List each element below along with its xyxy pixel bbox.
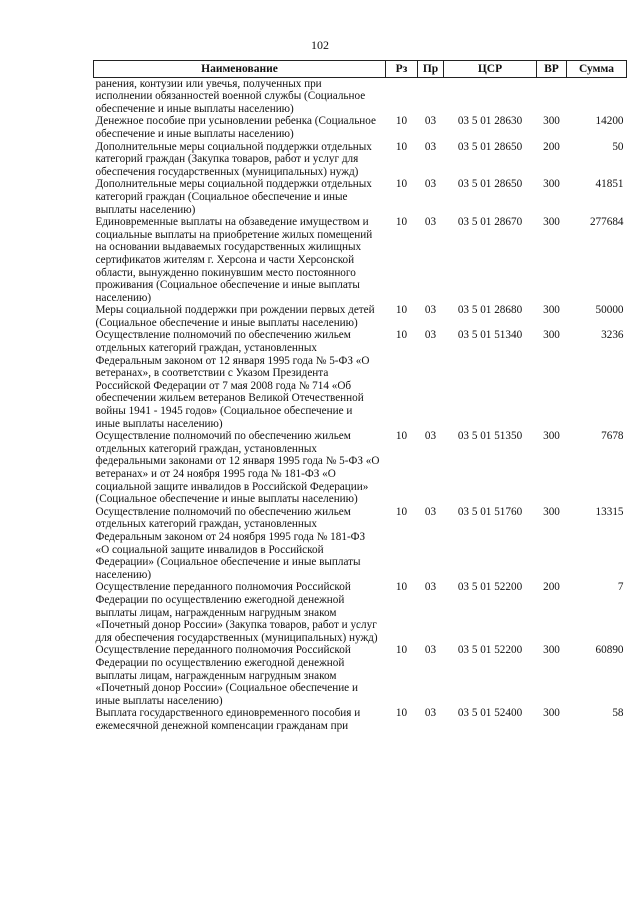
cell-pr: 03	[424, 505, 437, 518]
page-number: 102	[311, 38, 329, 52]
table-row	[94, 304, 627, 329]
table-row	[94, 644, 627, 707]
cell-vr: 300	[543, 430, 560, 443]
cell-pr: 03	[424, 430, 437, 443]
cell-rz: 10	[395, 581, 408, 594]
cell-rz: 10	[395, 505, 408, 518]
table-row	[94, 430, 627, 506]
table-row	[94, 506, 627, 582]
cell-rz: 10	[395, 140, 408, 153]
cell-sum: 13315	[595, 505, 624, 518]
cell-name: Осуществление полномочий по обеспечению жильем отдельных категорий граждан, установленных Федеральным законом от 12 января 1995 года № 5-ФЗ «О ветеранах», в соответствии с Указом Президента Российской Федерации от 7 мая 2008 года № 714 «Об обеспечении жильем ветеранов Великой Отечественной войны 1941 - 1945 годов» (Социальное обеспечение и иные выплаты населению)	[95, 329, 370, 430]
cell-sum: 7	[617, 581, 624, 594]
cell-vr: 300	[543, 178, 560, 191]
cell-pr: 03	[424, 140, 437, 153]
cell-vr: 300	[543, 115, 560, 128]
cell-pr: 03	[424, 216, 437, 229]
cell-rz: 10	[395, 304, 408, 317]
cell-name: Дополнительные меры социальной поддержки отдельных категорий граждан (Закупка товаров, работ и услуг для обеспечения государственных (муниципальных) нужд)	[95, 140, 372, 178]
cell-csr: 03 5 01 52400	[457, 707, 523, 720]
cell-vr: 300	[543, 304, 560, 317]
cell-sum: 277684	[589, 216, 624, 229]
cell-csr: 03 5 01 51340	[457, 329, 523, 342]
cell-sum: 14200	[595, 115, 624, 128]
cell-sum: 3236	[601, 329, 624, 342]
cell-pr	[418, 77, 444, 115]
table-header-row	[94, 61, 627, 78]
cell-csr: 03 5 01 51760	[457, 505, 523, 518]
cell-vr: 300	[543, 505, 560, 518]
cell-name: Денежное пособие при усыновлении ребенка (Социальное обеспечение и иные выплаты населению)	[95, 115, 376, 140]
header-name: Наименование	[94, 61, 386, 78]
cell-pr: 03	[424, 707, 437, 720]
cell-name: ранения, контузии или увечья, полученных при исполнении обязанностей военной службы (Социальное обеспечение и иные выплаты населению)	[95, 77, 366, 115]
table-row	[94, 329, 627, 430]
cell-name: Меры социальной поддержки при рождении первых детей (Социальное обеспечение и иные выплаты населению)	[95, 304, 375, 329]
cell-sum: 60890	[595, 644, 624, 657]
cell-vr: 300	[543, 216, 560, 229]
header-csr: ЦСР	[444, 61, 537, 78]
header-vr: ВР	[537, 61, 567, 78]
table-row	[94, 178, 627, 216]
cell-vr: 300	[543, 329, 560, 342]
cell-vr: 200	[543, 140, 560, 153]
cell-csr: 03 5 01 28670	[457, 216, 523, 229]
cell-rz: 10	[395, 329, 408, 342]
cell-pr: 03	[424, 581, 437, 594]
table-body	[94, 77, 627, 732]
cell-sum: 7678	[601, 430, 624, 443]
table-row	[94, 77, 627, 115]
table-row	[94, 216, 627, 304]
cell-name: Дополнительные меры социальной поддержки отдельных категорий граждан (Социальное обеспечение и иные выплаты населению)	[95, 178, 372, 216]
cell-sum: 58	[612, 707, 624, 720]
cell-pr: 03	[424, 178, 437, 191]
cell-vr	[537, 77, 567, 115]
header-pr: Пр	[418, 61, 444, 78]
cell-csr: 03 5 01 28650	[457, 178, 523, 191]
header-rz: Рз	[386, 61, 418, 78]
cell-vr: 300	[543, 644, 560, 657]
cell-csr: 03 5 01 51350	[457, 430, 523, 443]
cell-sum	[567, 77, 627, 115]
cell-name: Осуществление полномочий по обеспечению жильем отдельных категорий граждан, установленных Федеральным законом от 24 ноября 1995 года № 181-ФЗ «О социальной защите инвалидов в Российской Федерации» (Социальное обеспечение и иные выплаты населению)	[95, 505, 366, 581]
cell-sum: 50000	[595, 304, 624, 317]
cell-vr: 300	[543, 707, 560, 720]
table-row	[94, 115, 627, 140]
cell-csr: 03 5 01 28650	[457, 140, 523, 153]
cell-name: Осуществление переданного полномочия Российской Федерации по осуществлению ежегодной денежной выплаты лицам, награжденным нагрудным знаком «Почетный донор России» (Закупка товаров, работ и услуг для обеспечения государственных (муниципальных) нужд)	[95, 581, 378, 644]
cell-rz: 10	[395, 707, 408, 720]
cell-rz: 10	[395, 115, 408, 128]
cell-name: Выплата государственного единовременного пособия и ежемесячной денежной компенсации гражданам при	[95, 707, 361, 732]
cell-rz: 10	[395, 178, 408, 191]
header-sum: Сумма	[567, 61, 627, 78]
cell-pr: 03	[424, 115, 437, 128]
cell-csr: 03 5 01 28630	[457, 115, 523, 128]
cell-vr: 200	[543, 581, 560, 594]
cell-csr: 03 5 01 52200	[457, 644, 523, 657]
cell-csr: 03 5 01 52200	[457, 581, 523, 594]
cell-csr	[444, 77, 537, 115]
budget-table	[93, 60, 627, 732]
cell-rz: 10	[395, 644, 408, 657]
table-row	[94, 581, 627, 644]
cell-sum: 41851	[595, 178, 624, 191]
cell-rz: 10	[395, 216, 408, 229]
cell-pr: 03	[424, 304, 437, 317]
cell-csr: 03 5 01 28680	[457, 304, 523, 317]
cell-pr: 03	[424, 644, 437, 657]
cell-name: Осуществление переданного полномочия Российской Федерации по осуществлению ежегодной денежной выплаты лицам, награжденным нагрудным знаком «Почетный донор России» (Социальное обеспечение и иные выплаты населению)	[95, 644, 358, 707]
table-row	[94, 707, 627, 732]
cell-name: Осуществление полномочий по обеспечению жильем отдельных категорий граждан, установленных федеральными законами от 12 января 1995 года № 5-ФЗ «О ветеранах» и от 24 ноября 1995 года № 181-ФЗ «О социальной защите инвалидов в Российской Федерации» (Социальное обеспечение и иные выплаты населению)	[95, 430, 380, 506]
cell-rz: 10	[395, 430, 408, 443]
cell-name: Единовременные выплаты на обзаведение имуществом и социальные выплаты на приобретение жилых помещений на основании выдаваемых государственных жилищных сертификатов жителям г. Херсона и части Херсонской области, вынужденно покинувшим место постоянного проживания (Социальное обеспечение и иные выплаты населению)	[95, 216, 373, 304]
cell-rz	[386, 77, 418, 115]
cell-sum: 50	[612, 140, 624, 153]
cell-pr: 03	[424, 329, 437, 342]
table-row	[94, 141, 627, 179]
